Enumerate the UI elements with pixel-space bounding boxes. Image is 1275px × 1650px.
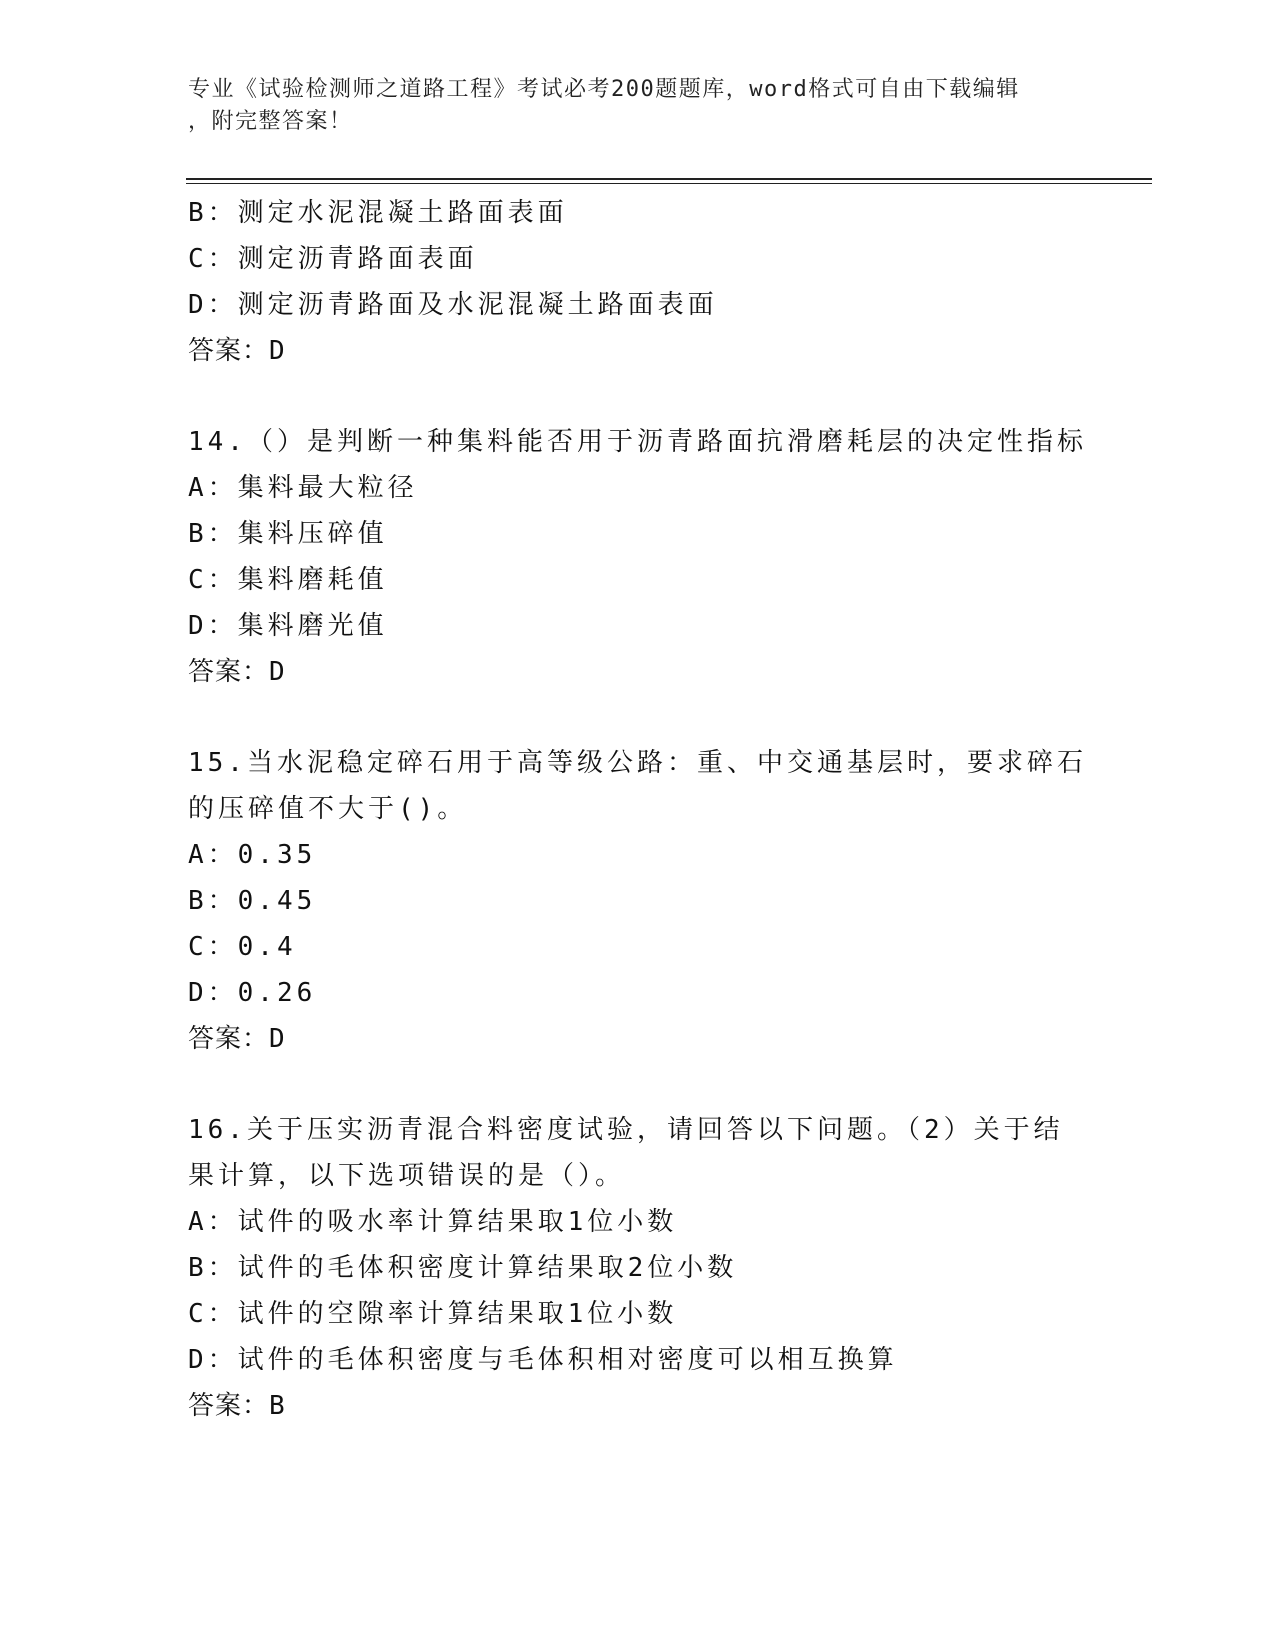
answer-line: 答案：D — [188, 336, 286, 366]
option-b: B：试件的毛体积密度计算结果取2位小数 — [188, 1253, 738, 1283]
header-title-continuation: ，附完整答案！ — [188, 109, 353, 134]
option-c: C：试件的空隙率计算结果取1位小数 — [188, 1299, 678, 1329]
header-divider-thin — [186, 183, 1152, 184]
question-stem: 16.关于压实沥青混合料密度试验，请回答以下问题。（2）关于结果计算，以下选项错误的是（）。 — [188, 1115, 1064, 1191]
document-header — [188, 74, 1088, 138]
option-b: B：测定水泥混凝土路面表面 — [188, 198, 568, 228]
option-a: A：集料最大粒径 — [188, 473, 418, 503]
option-d: D：集料磨光值 — [188, 611, 388, 641]
question-list — [188, 190, 1088, 1429]
question-14 — [188, 419, 1088, 695]
option-c: C：0.4 — [188, 932, 297, 962]
option-b: B：集料压碎值 — [188, 519, 388, 549]
answer-line: 答案：D — [188, 1024, 286, 1054]
option-b: B：0.45 — [188, 886, 317, 916]
header-title-line: 专业《试验检测师之道路工程》考试必考200题题库，word格式可自由下载编辑 — [188, 77, 1020, 102]
option-c: C：测定沥青路面表面 — [188, 244, 478, 274]
option-d: D：测定沥青路面及水泥混凝土路面表面 — [188, 290, 718, 320]
question-stem: 14.（）是判断一种集料能否用于沥青路面抗滑磨耗层的决定性指标 — [188, 427, 1087, 457]
option-a: A：试件的吸水率计算结果取1位小数 — [188, 1207, 678, 1237]
option-d: D：试件的毛体积密度与毛体积相对密度可以相互换算 — [188, 1345, 898, 1375]
question-13-tail — [188, 190, 1088, 374]
question-16 — [188, 1107, 1088, 1429]
question-stem: 15.当水泥稳定碎石用于高等级公路：重、中交通基层时，要求碎石的压碎值不大于()。 — [188, 748, 1087, 824]
answer-line: 答案：D — [188, 657, 286, 687]
question-15 — [188, 740, 1088, 1062]
option-d: D：0.26 — [188, 978, 317, 1008]
header-divider-thick — [186, 178, 1152, 180]
option-a: A：0.35 — [188, 840, 317, 870]
answer-line: 答案：B — [188, 1391, 286, 1421]
option-c: C：集料磨耗值 — [188, 565, 388, 595]
